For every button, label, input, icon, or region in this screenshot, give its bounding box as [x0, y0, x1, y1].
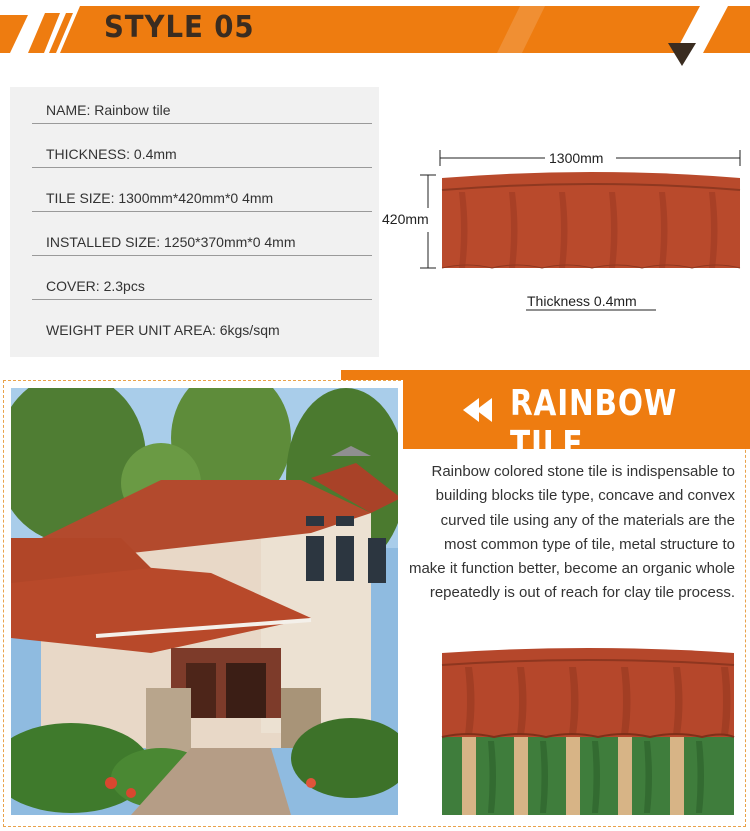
divider [32, 299, 372, 300]
divider [32, 167, 372, 168]
spec-tile-size: TILE SIZE: 1300mm*420mm*0 4mm [46, 190, 274, 206]
chevron-down-icon [668, 43, 696, 66]
spec-weight: WEIGHT PER UNIT AREA: 6kgs/sqm [46, 322, 280, 338]
spec-cover: COVER: 2.3pcs [46, 278, 145, 294]
section-title: RAINBOW TILE [510, 383, 678, 465]
tile-image [442, 172, 740, 268]
spec-panel [10, 87, 379, 357]
tile-sample-image [440, 645, 736, 815]
divider [32, 255, 372, 256]
height-label: 420mm [382, 211, 429, 227]
house-photo [11, 388, 398, 815]
spec-name: NAME: Rainbow tile [46, 102, 171, 118]
spec-installed-size: INSTALLED SIZE: 1250*370mm*0 4mm [46, 234, 296, 250]
spec-thickness: THICKNESS: 0.4mm [46, 146, 177, 162]
width-label: 1300mm [549, 150, 604, 166]
divider [32, 211, 372, 212]
section-description: Rainbow colored stone tile is indispensable to building blocks tile type, concave and convex curved tile using any of the materials are the most common type of tile, metal structure to make it function better, become an organic whole repeatedly is out of reach for clay tile process. [408, 463, 735, 602]
page-title: STYLE 05 [104, 10, 255, 45]
thickness-label: Thickness 0.4mm [527, 293, 637, 309]
divider [32, 123, 372, 124]
